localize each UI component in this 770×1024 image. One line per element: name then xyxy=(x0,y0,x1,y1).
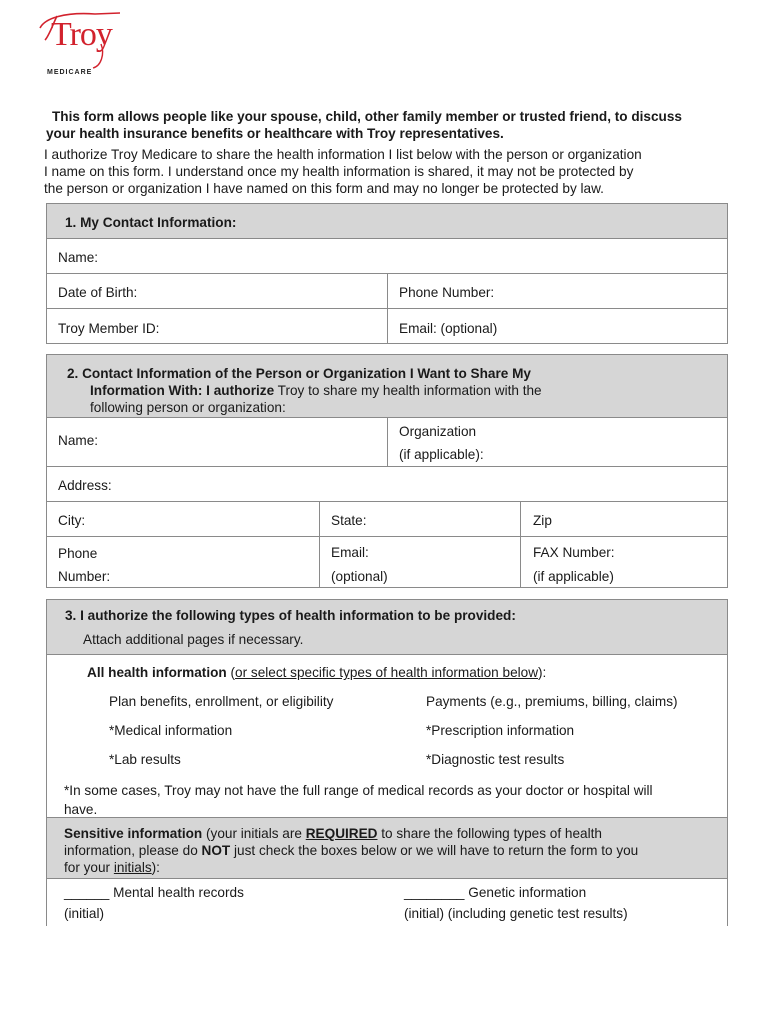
sensitive-initials: initials xyxy=(113,860,152,875)
sensitive-information-header xyxy=(47,817,727,879)
field-fax[interactable] xyxy=(520,537,727,587)
sensitive-not: NOT xyxy=(201,843,231,858)
option-diagnostic-test-results[interactable]: *Diagnostic test results xyxy=(426,752,565,767)
initial-mental-health-blank[interactable]: ______ xyxy=(64,885,110,900)
initial-genetic[interactable] xyxy=(404,885,586,900)
logo-subtitle: MEDICARE xyxy=(47,69,93,76)
field-state[interactable] xyxy=(319,502,520,536)
option-all-paren-open: ( xyxy=(226,665,236,680)
initial-genetic-label: Genetic information xyxy=(464,885,587,900)
field-my-phone-label: Phone Number: xyxy=(399,285,495,300)
sensitive-line-2a: information, please do xyxy=(64,843,202,858)
row-member-email xyxy=(47,309,727,343)
initial-genetic-hint: (initial) (including genetic test results) xyxy=(404,906,628,921)
field-share-name-label: Name: xyxy=(58,433,99,448)
section-3-title: 3. I authorize the following types of health information to be provided: xyxy=(65,608,516,623)
intro-line-3: the person or organization I have named on this form and may no longer be protected by law. xyxy=(44,181,604,196)
section-3-header xyxy=(47,600,727,655)
sensitive-title: Sensitive information xyxy=(64,826,203,841)
records-note-line-2: have. xyxy=(64,802,98,817)
field-my-email-label: Email: (optional) xyxy=(399,321,498,336)
field-address-label: Address: xyxy=(58,478,112,493)
field-organization-label-2: (if applicable): xyxy=(399,447,484,462)
option-all-bold: All health information xyxy=(87,665,227,680)
logo-wordmark: Troy xyxy=(51,16,112,53)
section-2-title-line-1: 2. Contact Information of the Person or Organization I Want to Share My xyxy=(67,366,531,381)
field-share-email-label-2: (optional) xyxy=(331,569,388,584)
troy-medicare-logo xyxy=(35,10,125,76)
field-dob-label: Date of Birth: xyxy=(58,285,138,300)
health-info-options xyxy=(47,655,727,817)
row-city-state-zip xyxy=(47,502,727,537)
section-1-title: 1. My Contact Information: xyxy=(65,215,237,230)
option-lab-results[interactable]: *Lab results xyxy=(109,752,181,767)
intro-bold-line-2: your health insurance benefits or healthcare with Troy representatives. xyxy=(46,126,504,141)
sensitive-line-3a: for your xyxy=(64,860,114,875)
option-medical-information[interactable]: *Medical information xyxy=(109,723,233,738)
option-payments[interactable]: Payments (e.g., premiums, billing, claims) xyxy=(426,694,678,709)
option-all-underlined: or select specific types of health information below xyxy=(235,665,539,680)
intro-line-1: I authorize Troy Medicare to share the health information I list below with the person or organization xyxy=(44,147,642,162)
section-share-contact-information xyxy=(46,354,728,588)
option-all-health-information[interactable] xyxy=(87,665,546,680)
sensitive-line-2b: just check the boxes below or we will have to return the form to you xyxy=(230,843,639,858)
field-my-name-label: Name: xyxy=(58,250,99,265)
section-2-title-rest: Troy to share my health information with the xyxy=(274,383,542,398)
intro-text xyxy=(44,146,734,197)
field-address[interactable] xyxy=(47,467,727,502)
field-my-email[interactable] xyxy=(387,309,727,343)
initial-mental-health-label: Mental health records xyxy=(109,885,244,900)
field-fax-label-2: (if applicable) xyxy=(533,569,614,584)
field-share-email[interactable] xyxy=(319,537,520,587)
sensitive-text-2: to share the following types of health xyxy=(377,826,602,841)
section-2-title-line-3: following person or organization: xyxy=(90,400,286,415)
row-name-org xyxy=(47,418,727,467)
field-state-label: State: xyxy=(331,513,367,528)
initial-mental-health[interactable] xyxy=(64,885,244,900)
section-my-contact-information xyxy=(46,203,728,344)
section-3-subtitle: Attach additional pages if necessary. xyxy=(83,632,304,647)
section-2-header xyxy=(47,355,727,418)
field-organization[interactable] xyxy=(387,418,727,466)
field-organization-label-1: Organization xyxy=(399,424,477,439)
sensitive-text-1: (your initials are xyxy=(202,826,306,841)
field-fax-label-1: FAX Number: xyxy=(533,545,615,560)
section-1-header xyxy=(47,204,727,239)
intro-line-2: I name on this form. I understand once my health information is shared, it may not be protected by xyxy=(44,164,634,179)
row-dob-phone xyxy=(47,274,727,309)
sensitive-line-3b: ): xyxy=(151,860,160,875)
sensitive-options xyxy=(47,879,727,929)
field-zip[interactable] xyxy=(520,502,727,536)
field-share-phone-label-1: Phone xyxy=(58,546,98,561)
field-my-name[interactable] xyxy=(47,239,727,274)
records-note xyxy=(64,781,653,819)
field-member-id-label: Troy Member ID: xyxy=(58,321,160,336)
field-share-phone-label-2: Number: xyxy=(58,569,111,584)
initial-genetic-blank[interactable]: ________ xyxy=(404,885,465,900)
field-zip-label: Zip xyxy=(533,513,552,528)
field-my-phone[interactable] xyxy=(387,274,727,308)
initial-mental-health-hint: (initial) xyxy=(64,906,105,921)
intro-bold-line-1: This form allows people like your spouse, child, other family member or trusted friend, to discuss xyxy=(52,109,682,124)
intro-bold-text xyxy=(46,108,736,142)
row-phone-email-fax xyxy=(47,537,727,587)
sensitive-required: REQUIRED xyxy=(305,826,378,841)
field-city-label: City: xyxy=(58,513,86,528)
field-share-email-label-1: Email: xyxy=(331,545,369,560)
option-prescription-information[interactable]: *Prescription information xyxy=(426,723,575,738)
records-note-line-1: *In some cases, Troy may not have the full range of medical records as your doctor or hospital will xyxy=(64,783,653,798)
section-2-title-bold: Information With: I authorize xyxy=(90,383,275,398)
section-health-information-types xyxy=(46,599,728,926)
option-all-paren-close: ): xyxy=(538,665,547,680)
option-plan-benefits[interactable]: Plan benefits, enrollment, or eligibility xyxy=(109,694,334,709)
